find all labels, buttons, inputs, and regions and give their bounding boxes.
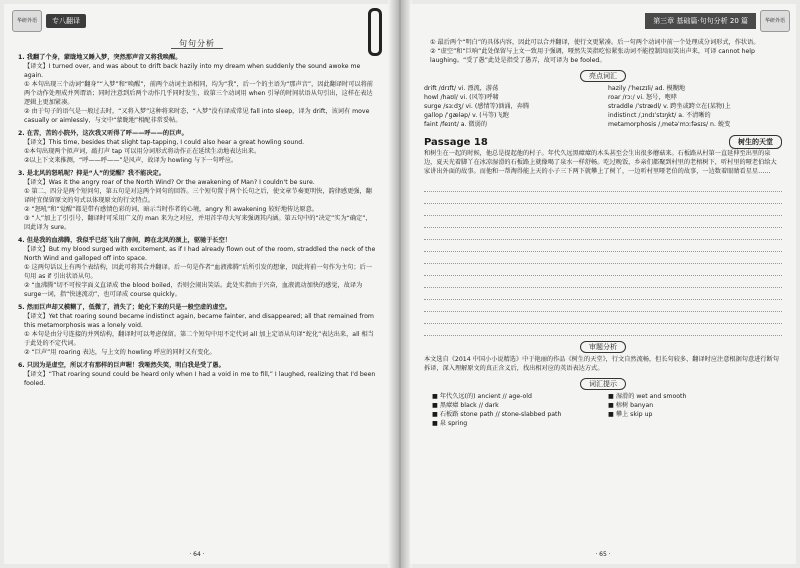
- analysis-line: ②以上下文来推测，“呼——呼——”是风声，故译为 howling 与下一句呼应。: [24, 157, 238, 164]
- analysis-line: 【译文】Was it the angry roar of the North Wind? Or the awakening of Man? I couldn't be sure.: [24, 179, 315, 186]
- question-heading: 3. 是北风的怒吼呢？抑是“人”的觉醒？我不能决定。: [18, 170, 165, 177]
- binder-clip-icon: [368, 8, 382, 56]
- analysis-line: ① 这两句话以上有两个表结构，因此可将其合并翻译。后一句是作者“血液沸腾”后所引发的想象，因此将前一句作为主句；后一句用 as if 引出状语从句。: [24, 264, 373, 280]
- right-page: [410, 4, 796, 564]
- header-tag: 专八翻译: [46, 14, 86, 28]
- vocab-item: gallop /ˈɡæləp/ v. (马等)飞跑: [424, 112, 509, 119]
- passage-header: [410, 135, 796, 149]
- publisher-logo: 华研外语: [760, 10, 790, 32]
- hint-item: ■ 攀上 skip up: [608, 411, 653, 418]
- vocab-item: indistinct /ˌɪndɪˈstɪŋkt/ a. 不清晰的: [608, 112, 711, 119]
- hint-list: [410, 392, 796, 428]
- hint-item: ■ 湿滑的 wet and smooth: [608, 393, 687, 400]
- blank-line: [424, 192, 782, 204]
- publisher-logo: 华研外语: [12, 10, 42, 32]
- right-header: [645, 10, 790, 32]
- analysis-line: ② “怒吼”和“觉醒”都是带有感情色彩的词，暗示当时作者的心境，angry 和 awakening 较好地传达原意。: [24, 206, 318, 213]
- writing-lines: [410, 176, 796, 336]
- review-title: 审题分析: [410, 342, 796, 352]
- analysis-line: 【译文】Yet that roaring sound became indistinct again, became fainter, and disappeared; all that remained from this metamorphosis was a lonely void.: [24, 313, 374, 329]
- analysis-line: ①本句出现两个拟声词，敲打声 tap 可以用分词形式将动作正在延续生动地表达出来。: [24, 148, 261, 155]
- vocab-item: straddle /ˈstrædl/ v. 跨坐或跨立在(某物)上: [608, 103, 731, 110]
- blank-line: [424, 312, 782, 324]
- blank-line: [424, 228, 782, 240]
- left-header: [12, 10, 86, 32]
- analysis-line: 【译文】But my blood surged with excitement, as if I had already flown out of the room, straddled the neck of the North Wind and galloped off into space.: [24, 246, 376, 262]
- vocab-item: drift /drɪft/ vi. 漂流，游荡: [424, 85, 499, 92]
- passage-text: 和树生在一起的时候，他总是提起他的村子。年代久远黑瘴瘴的木头甚至会生出很多蘑菇来。石板路从村第一直延伸至出里的泉边，夏天光着脚丫在冰凉湿滑的石板路上就像喝了泉水一样舒畅。吃过晚饭，乡亲们都聚到村里的老榕树下，听村里的哑老伯给大家讲出外面的故事。而他和一帮淘得能上天的小子三下两下就攀上了树丫，一边听村里哑老伯的故事，一边数着眼睛看星星……: [424, 150, 777, 175]
- question-heading: 4. 但是我的血沸腾，我似乎已经飞出了房间，跨在北风的颈上，驱驰于长空！: [18, 237, 231, 244]
- review-text: 本文选自《2014 中国小小说精选》中于艳丽的作品《树生的天堂》，行文自然流畅，但长句较多，翻译时应注意根据句意进行断句拆译，深入理解原文的真正含义后，找出相对应的英语表达方式。: [424, 356, 779, 372]
- hint-item: ■ 榕树 banyan: [608, 402, 654, 409]
- question-heading: 6. 只因为是虚空，所以才有那样的巨声喔！我哑然失笑，明白我是受了愚。: [18, 362, 225, 369]
- analysis-line: ① 本句出现三个动词“翻身”“入梦”和“唤醒”，前两个动词主语相同，均为“我”，后一个的主语为“那声音”，因此翻译时可以将前两个动作处理成并列谓语；同时注意到后两个动作几乎同时发生，故第三个动词用 when 引导的时间状语从句引出，这样在表达逻辑上更加紧凑。: [24, 81, 373, 106]
- hint-item: ■ 石板路 stone path // stone-slabbed path: [432, 411, 562, 418]
- analysis-line: ① 本句是由分号连接的并列结构，翻译时可以考虑保留。第二个短句中用不定代词 all 加上定语从句译“蛇化”表达出来，all 相当于此处的不定代词。: [24, 331, 374, 347]
- blank-line: [424, 300, 782, 312]
- analysis-line: 【译文】“That roaring sound could be heard only when I had a void in me to fill,” I laughed, realizing that I'd been fooled.: [24, 371, 376, 387]
- chapter-bar: 第三章 基础篇·句句分析 20 篇: [645, 13, 756, 29]
- blank-line: [424, 288, 782, 300]
- vocab-list: [410, 84, 796, 129]
- passage-label: Passage 18: [424, 136, 488, 148]
- note-line: ② “虚空”和“巨响”此处保留与上文一致用于强调，哑然失笑指吃惊紧张动词不能控制因而笑出声来，可译 cannot help laughing。“受了愚”此处是指受了愚弄，故可译为 be fooled。: [430, 48, 755, 64]
- vocab-item: roar /rɔː/ vi. 怒号，咆哮: [608, 94, 677, 101]
- vocab-item: faint /feɪnt/ a. 微弱的: [424, 121, 488, 128]
- blank-line: [424, 240, 782, 252]
- question-heading: 2. 在苦，苦的小院外，这次我又听得了呼——呼——的巨声。: [18, 130, 188, 137]
- page-number-left: · 64 ·: [189, 551, 205, 558]
- analysis-line: 【译文】This time, besides that slight tap-tapping, I could also hear a great howling sound.: [24, 139, 305, 146]
- analysis-line: 【译文】I turned over, and was about to drift back hazily into my dream when suddenly the sound awoke me again.: [24, 63, 361, 79]
- hint-title: 词汇提示: [410, 379, 796, 389]
- analysis-line: ② 由于句子的语气是一般过去时，“又将入梦”这种将来时态，“入梦”没有译成常见 fall into sleep，译为 drift，该词有 move casually or aimlessly，与文中“蒙眬地”相配非常妥帖。: [24, 108, 370, 124]
- left-page: [4, 4, 390, 564]
- blank-line: [424, 264, 782, 276]
- vocab-item: hazily /ˈheɪzɪli/ ad. 模糊地: [608, 85, 686, 92]
- book-spine: [388, 0, 412, 568]
- blank-line: [424, 276, 782, 288]
- question-heading: 5. 然而巨声却又模糊了，低微了，消失了；蛇化下来的只是一般空虚的虚空。: [18, 304, 231, 311]
- blank-line: [424, 216, 782, 228]
- analysis-line: ② “血沸腾”切不可按字面义直译成 the blood boiled，否则会闹出笑话。此处实指由于兴奋，血液流动加快的感觉，故译为 surge一词，指“快速流动”，也可译成 course quickly。: [24, 282, 363, 298]
- page-number-right: · 65 ·: [595, 551, 611, 558]
- blank-line: [424, 324, 782, 336]
- blank-line: [424, 180, 782, 192]
- analysis-line: ③ “人”加上了引引号，翻译时可采用广义的 man 来为之对应，并用首字母大写来强调其内涵。第五句中的“决定”实为“确定”，因此译为 sure。: [24, 215, 372, 231]
- blank-line: [424, 204, 782, 216]
- analysis-line: ① 第二、四分是两个短问句，第五句是对这两个问句的回答。三个短句置于两个长句之后，使文章节奏更明快，韵律感更强，翻译时宜保留原文的句式以体现原文的行文特点。: [24, 188, 372, 204]
- passage-title: 树生的天堂: [729, 135, 782, 149]
- vocab-item: metamorphosis /ˌmetəˈmɔːfəsɪs/ n. 蜕变: [608, 121, 731, 128]
- analysis-line: ② “巨声”用 roaring 表达，与上文的 howling 呼应的同时又有变化。: [24, 349, 216, 356]
- hint-item: ■ 黑瘴瘴 black // dark: [432, 402, 499, 409]
- question-heading: 1. 我翻了个身，蒙眬地又睡入梦，突然那声音又将我唤醒。: [18, 54, 182, 61]
- section-title: 句句分析: [4, 38, 390, 49]
- hint-item: ■ 泉 spring: [432, 420, 468, 427]
- blank-line: [424, 252, 782, 264]
- note-line: ① 最后两个“明白”的具体内容，因此可以合并翻译，使行文更紧凑。后一句两个动词中前一个处理成分词形式，作状语。: [430, 39, 760, 46]
- vocab-title: 亮点词汇: [410, 71, 796, 81]
- hint-item: ■ 年代久远(的) ancient // age-old: [432, 393, 532, 400]
- top-notes: [410, 38, 796, 65]
- vocab-item: surge /sɜːdʒ/ vi. (感情等)汹涌，奔腾: [424, 103, 530, 110]
- vocab-item: howl /haʊl/ vi. (风等)呼啸: [424, 94, 499, 101]
- analysis-body: [4, 53, 390, 388]
